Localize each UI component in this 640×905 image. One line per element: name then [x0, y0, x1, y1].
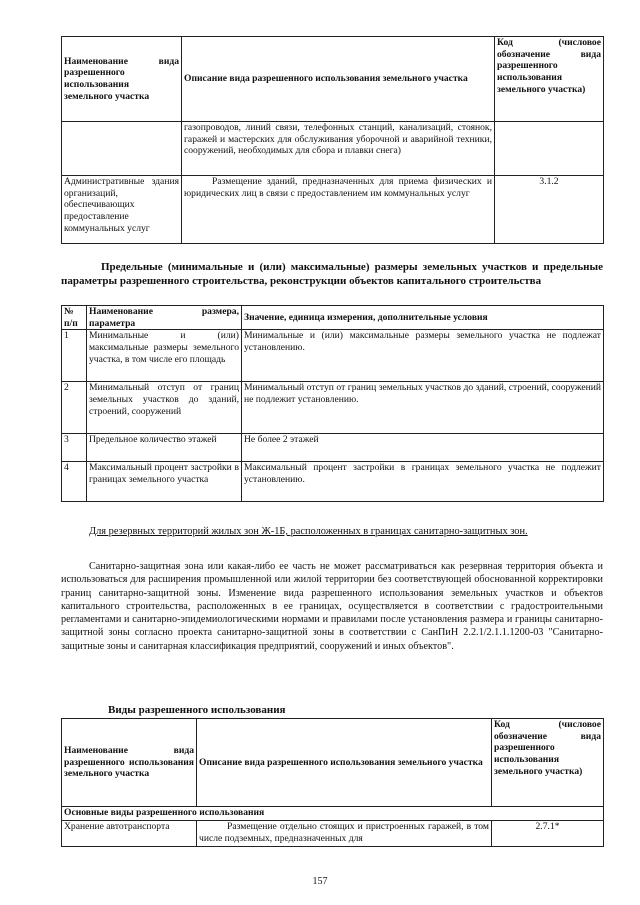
table-header-row — [62, 306, 604, 330]
header-use-description: Описание вида разрешенного использования земельного участка — [182, 37, 495, 122]
row-value: Максимальный процент застройки в границах земельного участка не подлежит установлению. — [242, 462, 604, 502]
row-code — [495, 122, 604, 176]
row-number: 4 — [62, 462, 87, 502]
table-row — [62, 122, 604, 176]
row-number: 2 — [62, 382, 87, 434]
header-use-name: Наименование вида разрешенного использования земельного участка — [62, 719, 197, 807]
row-name — [62, 122, 182, 176]
table-row — [62, 821, 604, 847]
row-parameter: Максимальный процент застройки в границах земельного участка — [87, 462, 242, 502]
row-name: Хранение автотранспорта — [62, 821, 197, 847]
table-row — [62, 176, 604, 244]
header-number: № п/п — [62, 306, 87, 330]
section-row — [62, 807, 604, 821]
table-row — [62, 462, 604, 502]
header-parameter: Наименование размера, параметра — [87, 306, 242, 330]
limits-table — [61, 305, 604, 502]
row-code: 3.1.2 — [495, 176, 604, 244]
row-value: Минимальные и (или) максимальные размеры земельного участка не подлежат установлению. — [242, 330, 604, 382]
table-header-row — [62, 719, 604, 807]
row-parameter: Минимальный отступ от границ земельных участков до зданий, строений, сооружений — [87, 382, 242, 434]
row-code: 2.7.1* — [492, 821, 604, 847]
header-use-description: Описание вида разрешенного использования земельного участка — [197, 719, 492, 807]
header-use-code: Код (числовое обозначение вида разрешенного использования земельного участка) — [492, 719, 604, 807]
row-value: Не более 2 этажей — [242, 434, 604, 462]
header-value: Значение, единица измерения, дополнительные условия — [242, 306, 604, 330]
row-name: Административные здания организаций, обеспечивающих предоставление коммунальных услуг — [62, 176, 182, 244]
permitted-use-table-continued — [61, 36, 604, 244]
row-parameter: Минимальные и (или) максимальные размеры земельного участка, в том числе его площадь — [87, 330, 242, 382]
page-number: 157 — [312, 876, 328, 887]
permitted-uses-heading: Виды разрешенного использования — [108, 704, 286, 716]
row-number: 3 — [62, 434, 87, 462]
row-number: 1 — [62, 330, 87, 382]
reserve-territories-heading: Для резервных территорий жилых зон Ж-1Б, расположенных в границах санитарно-защитных зон. — [89, 526, 528, 537]
permitted-use-table — [61, 718, 604, 847]
row-value: Минимальный отступ от границ земельных участков до зданий, строений, сооружений не подлежит установлению. — [242, 382, 604, 434]
limits-heading-text: Предельные (минимальные и (или) максимальные) размеры земельных участков и предельные параметры разрешенного строительства, реконструкции объектов капитального строительства — [61, 261, 603, 288]
table-row — [62, 382, 604, 434]
header-use-name: Наименование вида разрешенного использования земельного участка — [62, 37, 182, 122]
table-header-row — [62, 37, 604, 122]
header-use-code: Код (числовое обозначение вида разрешенного использования земельного участка) — [495, 37, 604, 122]
table-row — [62, 330, 604, 382]
sanitary-zone-paragraph: Санитарно-защитная зона или какая-либо ее часть не может рассматриваться как резервная территория объекта и использоваться для расширения промышленной или жилой территории без соответствующей обоснованной корректировки границ санитарно-защитной зоны. Изменение вида разрешенного использования земельных участков и объектов капитального строительства, расположенных в ее границах, осуществляется в соответствии с градостроительными регламентами и санитарно-эпидемиологическими нормами и правилами после установления размера и границы санитарно-защитной зоны согласно проекта санитарно-защитной зоны в соответствии с СанПиН 2.2.1/2.1.1.1200-03 "Санитарно-защитные зоны и санитарная классификация предприятий, сооружений и иных объектов". — [61, 561, 603, 652]
limits-heading — [61, 260, 603, 289]
row-description: газопроводов, линий связи, телефонных станций, канализаций, стоянок, гаражей и мастерских для обслуживания уборочной и аварийной техники, сооружений, необходимых для сбора и плавки снега) — [182, 122, 495, 176]
table-row — [62, 434, 604, 462]
row-parameter: Предельное количество этажей — [87, 434, 242, 462]
row-description: Размещение отдельно стоящих и пристроенных гаражей, в том числе подземных, предназначенных для — [197, 821, 492, 847]
section-main-uses: Основные виды разрешенного использования — [62, 807, 604, 821]
row-description: Размещение зданий, предназначенных для приема физических и юридических лиц в связи с предоставлением им коммунальных услуг — [182, 176, 495, 244]
